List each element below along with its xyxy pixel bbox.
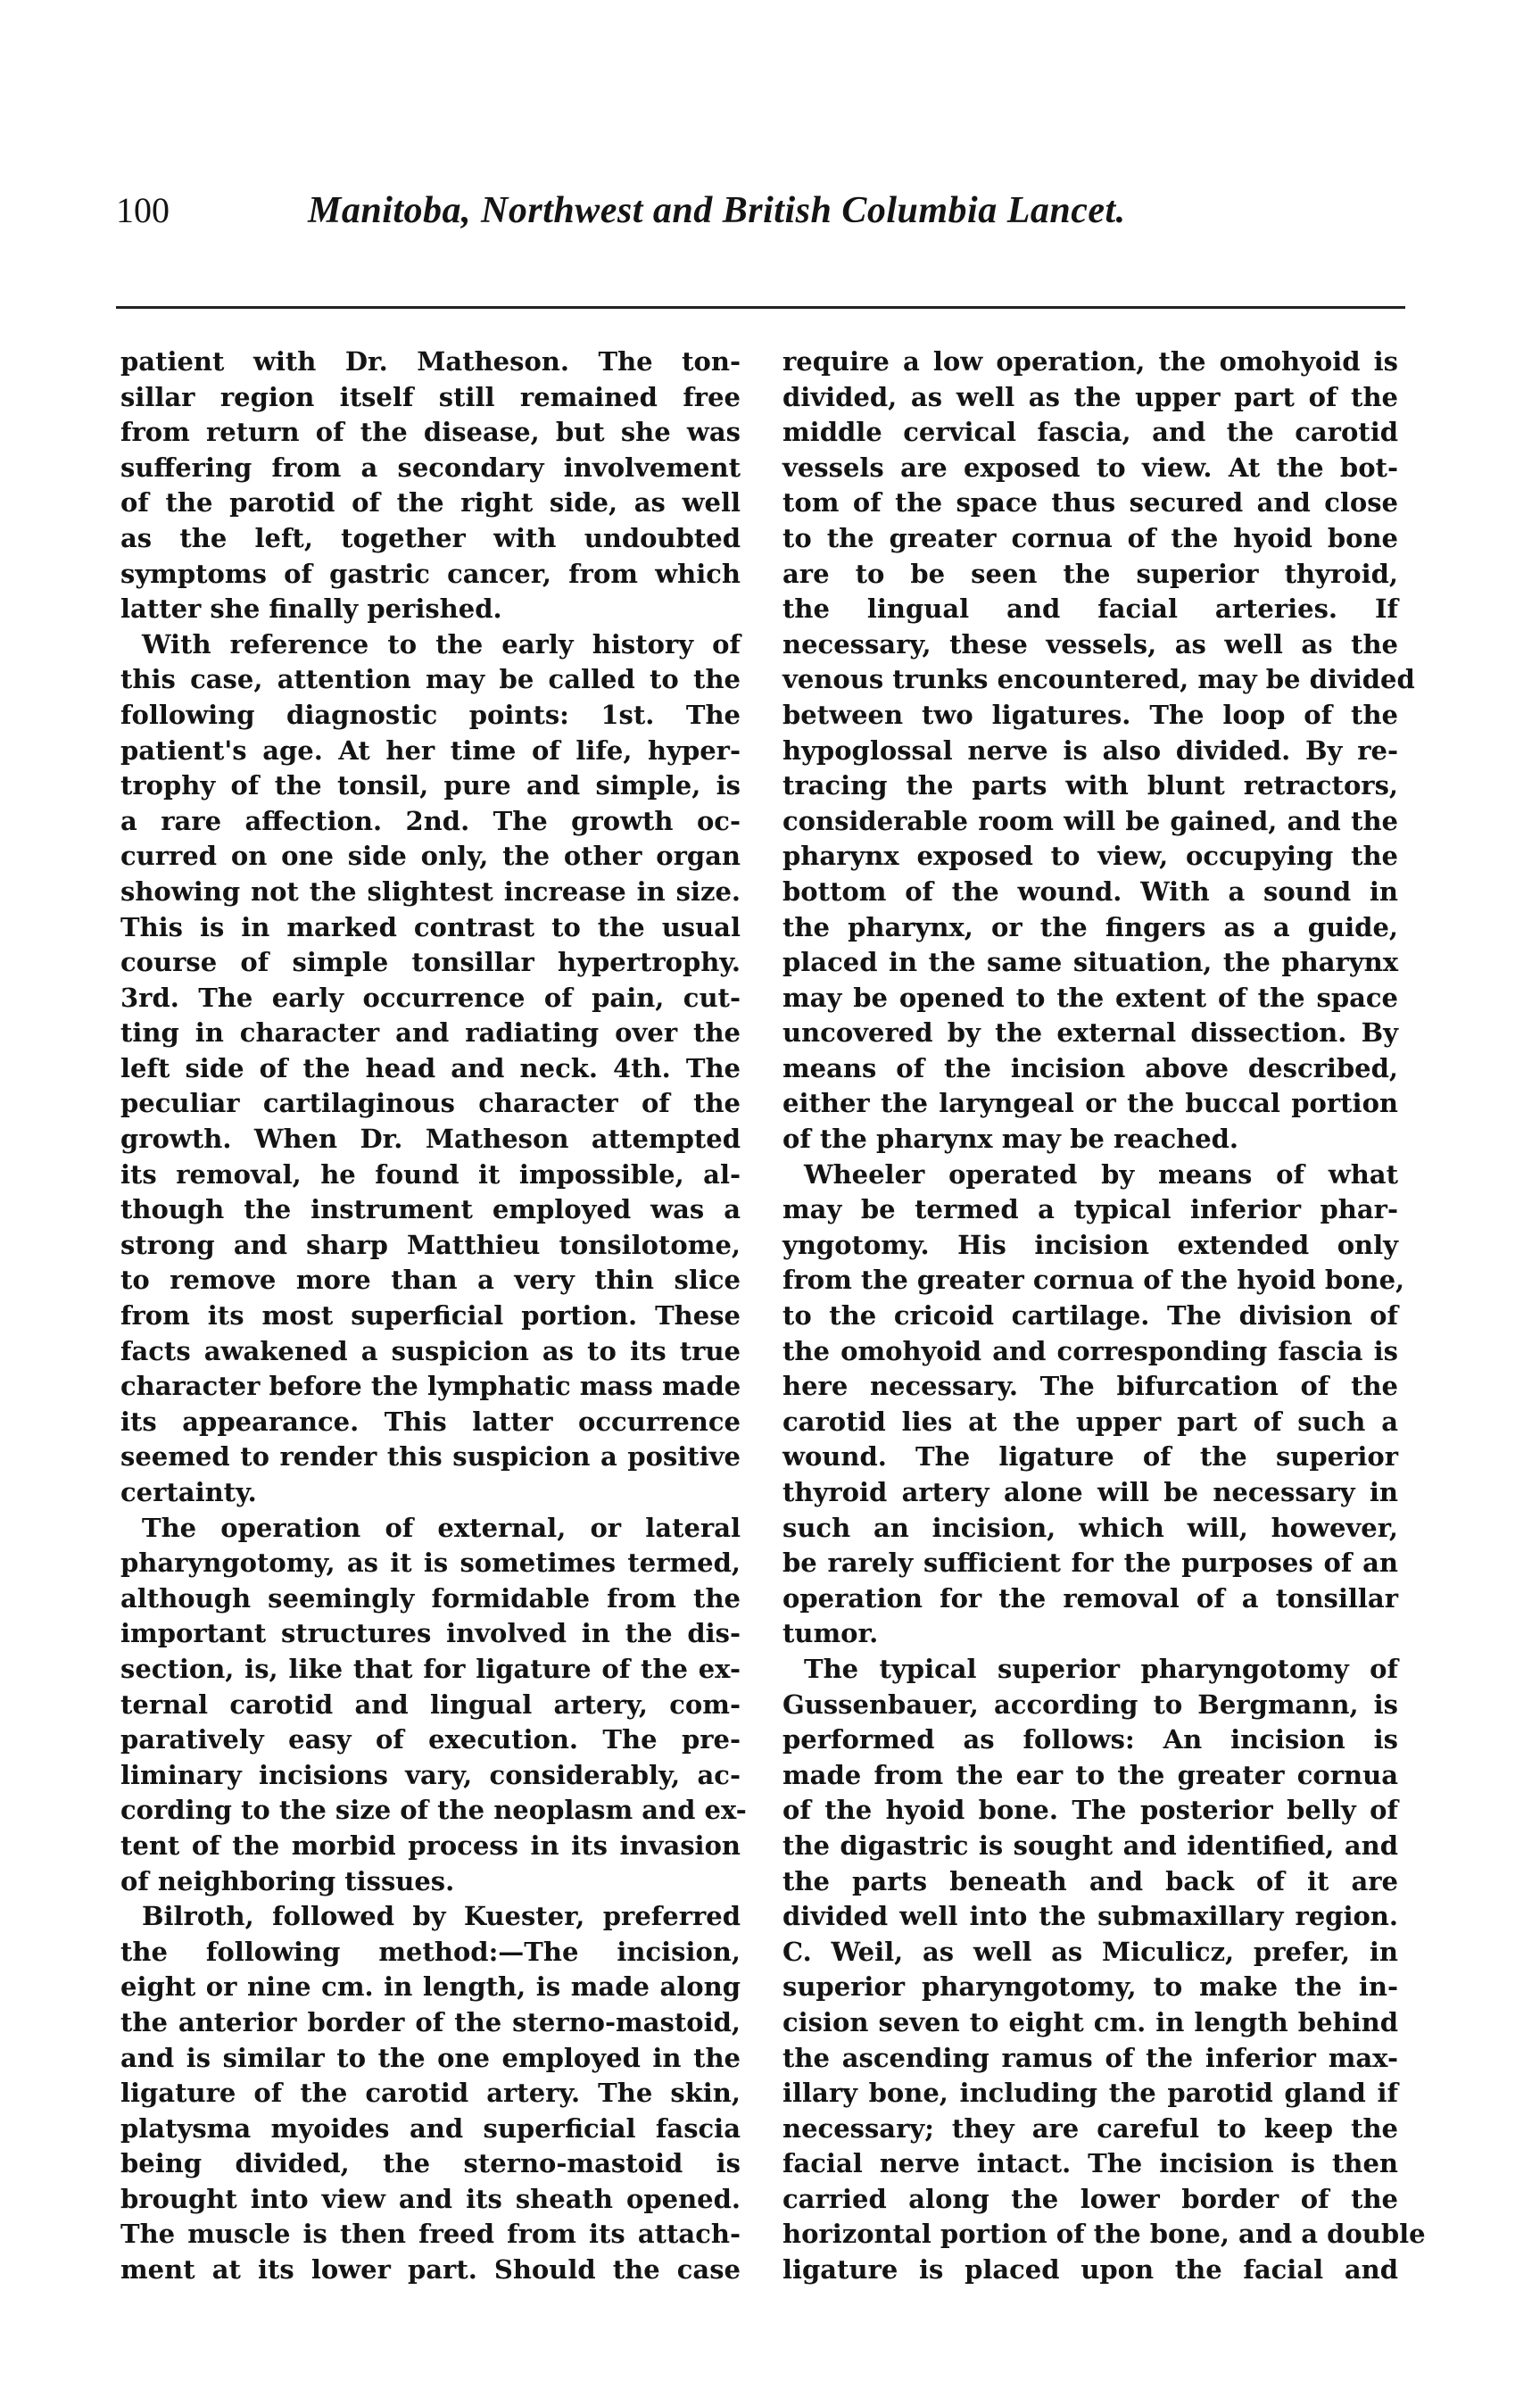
text-line: horizontal portion of the bone, and a double xyxy=(782,2219,1426,2250)
text-line: illary bone, including the parotid gland if xyxy=(782,2078,1398,2109)
text-line: necessary; they are careful to keep the xyxy=(782,2112,1398,2144)
text-line: course of simple tonsillar hypertrophy. xyxy=(120,947,741,978)
text-line: such an incision, which will, however, xyxy=(782,1512,1398,1543)
text-line: character before the lymphatic mass made xyxy=(120,1371,741,1402)
text-line: being divided, the sterno-mastoid is xyxy=(120,2148,741,2179)
text-line: platysma myoides and superficial fascia xyxy=(120,2112,741,2144)
text-line: suffering from a secondary involvement xyxy=(120,452,741,483)
text-line: The muscle is then freed from its attach- xyxy=(120,2219,741,2250)
text-line: pharynx exposed to view, occupying the xyxy=(782,841,1398,872)
text-line: are to be seen the superior thyroid, xyxy=(782,558,1398,589)
text-line: ligature is placed upon the facial and xyxy=(782,2254,1398,2286)
text-line: symptoms of gastric cancer, from which xyxy=(120,558,741,589)
text-line: carried along the lower border of the xyxy=(782,2183,1398,2214)
text-line: and is similar to the one employed in the xyxy=(120,2042,741,2073)
text-line: to the greater cornua of the hyoid bone xyxy=(782,522,1398,553)
text-line: eight or nine cm. in length, is made along xyxy=(120,1971,741,2003)
text-line: necessary, these vessels, as well as the xyxy=(782,628,1398,660)
text-line: divided, as well as the upper part of the xyxy=(782,381,1398,412)
text-line: thyroid artery alone will be necessary in xyxy=(782,1477,1398,1507)
text-line: latter she finally perished. xyxy=(120,593,502,625)
text-line: Wheeler operated by means of what xyxy=(804,1158,1398,1190)
paragraph xyxy=(120,1511,747,1900)
text-line: With reference to the early history of xyxy=(142,628,741,660)
text-line: superior pharyngotomy, to make the in- xyxy=(782,1971,1398,2003)
text-line: vessels are exposed to view. At the bot- xyxy=(782,452,1398,483)
text-line: growth. When Dr. Matheson attempted xyxy=(120,1124,741,1155)
paragraph xyxy=(782,344,1415,1158)
text-line: 3rd. The early occurrence of pain, cut- xyxy=(120,982,741,1013)
text-line: paratively easy of execution. The pre- xyxy=(120,1724,741,1755)
text-line: trophy of the tonsil, pure and simple, is xyxy=(120,770,741,801)
text-line: placed in the same situation, the pharynx xyxy=(782,947,1398,978)
text-line: means of the incision above described, xyxy=(782,1052,1398,1083)
text-line: of the parotid of the right side, as well xyxy=(120,487,741,519)
text-line: the following method:—The incision, xyxy=(120,1936,741,1967)
text-line: left side of the head and neck. 4th. The xyxy=(120,1052,741,1083)
text-line: uncovered by the external dissection. By xyxy=(782,1017,1398,1049)
text-line: operation for the removal of a tonsillar xyxy=(782,1582,1398,1614)
text-line: the lingual and facial arteries. If xyxy=(782,593,1398,625)
text-line: curred on one side only, the other organ xyxy=(120,841,741,872)
text-line: brought into view and its sheath opened. xyxy=(120,2183,741,2214)
text-line: tent of the morbid process in its invasion xyxy=(120,1830,741,1861)
text-line: The operation of external, or lateral xyxy=(142,1512,741,1543)
text-line: cision seven to eight cm. in length behind xyxy=(782,2006,1398,2037)
text-line: although seemingly formidable from the xyxy=(120,1582,741,1614)
text-line: to remove more than a very thin slice xyxy=(120,1265,741,1296)
text-line: made from the ear to the greater cornua xyxy=(782,1759,1398,1790)
text-line: showing not the slightest increase in size. xyxy=(120,875,741,907)
text-line: bottom of the wound. With a sound in xyxy=(782,875,1398,907)
text-line: this case, attention may be called to the xyxy=(120,664,741,695)
text-line: though the instrument employed was a xyxy=(120,1194,741,1225)
text-line: pharyngotomy, as it is sometimes termed, xyxy=(120,1547,741,1579)
text-line: may be termed a typical inferior phar- xyxy=(782,1194,1398,1225)
text-line: either the laryngeal or the buccal portion xyxy=(782,1088,1398,1119)
text-line: yngotomy. His incision extended only xyxy=(782,1229,1398,1260)
text-line: from its most superficial portion. These xyxy=(120,1300,741,1332)
text-line: from return of the disease, but she was xyxy=(120,417,741,448)
text-line: peculiar cartilaginous character of the xyxy=(120,1088,741,1119)
text-line: seemed to render this suspicion a positive xyxy=(120,1441,741,1473)
text-line: performed as follows: An incision is xyxy=(782,1724,1398,1755)
text-line: its removal, he found it impossible, al- xyxy=(120,1158,741,1190)
text-line: facts awakened a suspicion as to its true xyxy=(120,1335,741,1366)
text-line: tom of the space thus secured and close xyxy=(782,487,1398,519)
text-line: of the pharynx may be reached. xyxy=(782,1124,1239,1155)
text-line: sillar region itself still remained free xyxy=(120,381,741,412)
text-line: the anterior border of the sterno-mastoid, xyxy=(120,2006,741,2037)
text-line: may be opened to the extent of the space xyxy=(782,982,1398,1013)
text-line: ternal carotid and lingual artery, com- xyxy=(120,1689,741,1720)
text-line: considerable room will be gained, and the xyxy=(782,805,1398,836)
text-line: important structures involved in the dis- xyxy=(120,1618,741,1649)
text-line: strong and sharp Matthieu tonsilotome, xyxy=(120,1229,741,1260)
text-line: divided well into the submaxillary region. xyxy=(782,1901,1398,1932)
text-line: The typical superior pharyngotomy of xyxy=(804,1653,1398,1684)
text-line: require a low operation, the omohyoid is xyxy=(782,346,1398,377)
page-number: 100 xyxy=(116,190,170,230)
text-line: C. Weil, as well as Miculicz, prefer, in xyxy=(782,1936,1398,1967)
paragraph xyxy=(120,627,741,1511)
text-line: This is in marked contrast to the usual xyxy=(120,911,741,942)
text-line: ting in character and radiating over the xyxy=(120,1017,741,1049)
text-line: following diagnostic points: 1st. The xyxy=(120,699,741,730)
text-line: of the hyoid bone. The posterior belly of xyxy=(782,1795,1398,1826)
running-header xyxy=(116,189,1405,243)
header-rule xyxy=(116,306,1405,309)
text-line: here necessary. The bifurcation of the xyxy=(782,1371,1398,1402)
text-line: facial nerve intact. The incision is then xyxy=(782,2148,1398,2179)
text-line: the ascending ramus of the inferior max- xyxy=(782,2042,1398,2073)
text-line: between two ligatures. The loop of the xyxy=(782,699,1398,730)
text-line: liminary incisions vary, considerably, ac- xyxy=(120,1759,741,1790)
text-line: as the left, together with undoubted xyxy=(120,522,741,553)
paragraph xyxy=(120,1899,741,2288)
journal-title: Manitoba, Northwest and British Columbia Lancet. xyxy=(308,190,1126,231)
text-line: from the greater cornua of the hyoid bone, xyxy=(782,1265,1405,1296)
right-column xyxy=(782,344,1426,2288)
text-line: its appearance. This latter occurrence xyxy=(120,1406,741,1437)
text-line: a rare affection. 2nd. The growth oc- xyxy=(120,805,741,836)
paragraph xyxy=(120,344,741,627)
text-line: tumor. xyxy=(782,1618,879,1649)
text-line: of neighboring tissues. xyxy=(120,1865,455,1896)
text-line: the omohyoid and corresponding fascia is xyxy=(782,1335,1398,1366)
text-line: carotid lies at the upper part of such a xyxy=(782,1406,1398,1437)
text-line: venous trunks encountered, may be divided xyxy=(782,664,1415,695)
text-line: the parts beneath and back of it are xyxy=(782,1865,1398,1896)
text-line: the pharynx, or the fingers as a guide, xyxy=(782,911,1398,942)
text-line: ligature of the carotid artery. The skin, xyxy=(120,2078,741,2109)
text-line: certainty. xyxy=(120,1477,257,1507)
text-line: patient's age. At her time of life, hyper- xyxy=(120,734,741,766)
text-line: patient with Dr. Matheson. The ton- xyxy=(120,346,741,377)
text-line: tracing the parts with blunt retractors, xyxy=(782,770,1398,801)
paragraph xyxy=(782,1652,1426,2288)
text-line: Bilroth, followed by Kuester, preferred xyxy=(142,1901,741,1932)
paragraph xyxy=(782,1158,1405,1652)
text-line: Gussenbauer, according to Bergmann, is xyxy=(782,1689,1398,1720)
text-line: to the cricoid cartilage. The division of xyxy=(782,1300,1398,1332)
left-column xyxy=(120,344,747,2288)
text-line: cording to the size of the neoplasm and ex- xyxy=(120,1795,747,1826)
text-line: the digastric is sought and identified, and xyxy=(782,1830,1398,1861)
text-line: section, is, like that for ligature of the ex- xyxy=(120,1653,741,1684)
text-line: wound. The ligature of the superior xyxy=(782,1441,1398,1473)
text-line: ment at its lower part. Should the case xyxy=(120,2254,741,2286)
text-line: hypoglossal nerve is also divided. By re- xyxy=(782,734,1398,766)
text-line: be rarely sufficient for the purposes of an xyxy=(782,1547,1398,1579)
text-line: middle cervical fascia, and the carotid xyxy=(782,417,1398,448)
